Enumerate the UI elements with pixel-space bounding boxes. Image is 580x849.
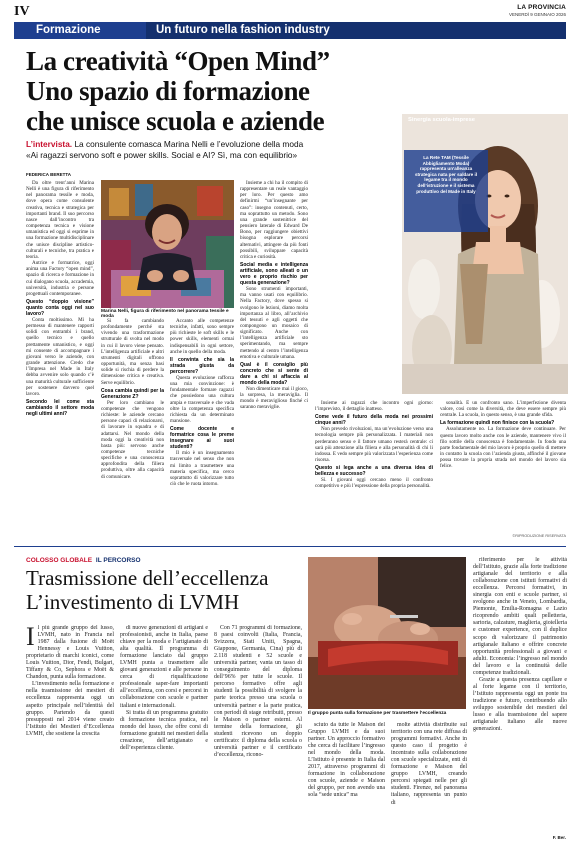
article2-kicker-a: COLOSSO GLOBALE bbox=[26, 557, 93, 564]
publication-date: VENERDÌ 9 GENNAIO 2026 bbox=[508, 12, 566, 17]
article1-col-5 bbox=[315, 400, 433, 540]
article-paragraph: L’investimento nella formazione e nella trasmissione dei mestieri di eccellenza rappresenta oggi un aspetto principale nell’identità del gruppo. Partendo da questi presupposti nel 2014 viene creato l’Istituto dei Mestieri d’Eccellenza LVMH, che sostiene la crescita bbox=[26, 681, 114, 737]
interview-question: Cosa cambia quindi per la Generazione Z? bbox=[101, 387, 164, 400]
sidebar-tag: Sinergia scuola-imprese bbox=[408, 117, 476, 123]
interview-question: Come vede il futuro della moda nei prossimi cinque anni? bbox=[315, 414, 433, 427]
subhead bbox=[26, 139, 386, 161]
interview-question: Questo si lega anche a una diversa idea di bellezza e successo? bbox=[315, 465, 433, 478]
subhead-line-2: «Ai ragazzi servono soft e power skills. Social e AI? Sì, ma con equilibrio» bbox=[26, 150, 298, 160]
article-paragraph: Grazie a questa presenza capillare e al forte legame con il territorio, l’Istituto rappresenta oggi un ponte tra tradizione e futuro, contribuendo allo sviluppo sostenibile dei mestieri del lusso e alla trasmissione del sapere artigianale italiano alle nuove generazioni. bbox=[473, 676, 567, 733]
section-tag-label: Formazione bbox=[36, 24, 101, 36]
article-paragraph: Si tratta di un programma gratuito di formazione tecnica pratica, nel mondo del lusso, che offre corsi di formazione gratuiti nei mestieri della creazione, dell’artigianato e dell’esperienza cliente. bbox=[120, 709, 208, 751]
article-paragraph: Sono strumenti importanti, ma vanno usati con equilibrio. Nella Factory, dove spesso si svolgono le lezioni, diamo molta importanza al libro, all’archivio del tessuti e agli oggetti che compongono un mosaico di significato. Anche con l’intelligenza artificiale sto sperimentando, ma sempre mettendo al centro l’intelligenza emotiva e culturale umana. bbox=[240, 286, 308, 360]
lvmh-photo bbox=[308, 557, 466, 709]
article1-signature: ©RIPRODUZIONE RISERVATA bbox=[512, 534, 566, 538]
interview-question: Social media e intelligenza artificiale, sono alleati o un vero e proprio rischio per questa generazione? bbox=[240, 262, 308, 287]
section-title: Un futuro nella fashion industry bbox=[156, 24, 330, 36]
publication-name: LA PROVINCIA bbox=[517, 4, 566, 11]
interview-question: Qual è il consiglio più concreto che si sente di dare a chi si affaccia al mondo della moda? bbox=[240, 361, 308, 386]
interview-question: Come docente e formatrice cosa le preme insegnare ai suoi studenti? bbox=[170, 426, 234, 451]
article1-col-4 bbox=[240, 180, 308, 540]
article2-col-6 bbox=[473, 557, 567, 835]
article-paragraph: Si fa cambiando profondamente perché sta vivendo una trasformazione strutturale di svolta nel modo in cui il lavoro viene pensato. L’intelligenza artificiale e altri strumenti digitali offrono opportunità, ma senza basi solide si rischia di perdere la dimensione critica e creativa. Serve equilibrio. bbox=[101, 318, 164, 386]
article2-kicker bbox=[26, 557, 141, 564]
article1-col-2 bbox=[101, 318, 164, 540]
article-paragraph: Non prevedo rivoluzioni, ma un’evoluzione verso una tecnologia sempre più personalizzata. I materiali non perderanno senso e il fattore umano resterà centrale: ci sarà più attenzione alla filiera e alla personalità di chi li indossa. E vedo sempre più valorizzata l’esperienza come risorsa. bbox=[315, 426, 433, 464]
article1-col-3 bbox=[170, 318, 234, 540]
article-paragraph: Questa evoluzione rafforza una mia convinzione: è fondamentale formare ragazzi che possiedono una cultura ampia e trasversale e che vada oltre la competenza specifica richiesta da un determinato mansione. bbox=[170, 374, 234, 425]
interview-question: La formazione quindi non finisce con la scuola? bbox=[440, 420, 555, 427]
article-paragraph: Non dimenticare mai il gioco, la sorpresa, la meraviglia. Il mondo è meraviglioso finché ci saranno meraviglie. bbox=[240, 385, 308, 411]
drop-cap: I bbox=[26, 625, 35, 651]
subhead-label: L’intervista. bbox=[26, 139, 73, 149]
headline-line-1: La creatività “Open Mind” bbox=[26, 46, 330, 76]
subhead-line-1: La consulente comasca Marina Nelli e l’evoluzione della moda bbox=[74, 139, 304, 149]
lvmh-illustration bbox=[308, 557, 466, 709]
article2-kicker-b: IL PERCORSO bbox=[95, 557, 141, 564]
article-paragraph: sonalità. È un confronto sano. L’imperfezione diventa valore, così come la diversità, che deve essere sempre più centrale. La scuola, in questo senso, è una grande sfida. bbox=[440, 400, 566, 419]
article2-title-line-1: Trasmissione dell’eccellenza bbox=[26, 566, 269, 590]
article2-col-5 bbox=[391, 722, 467, 840]
article2-col-2 bbox=[120, 625, 208, 840]
article2-title-line-2: L’investimento di LVMH bbox=[26, 590, 240, 614]
article-paragraph: Accanto alle competenze tecniche, infatti, sono sempre più richieste le soft skills e le power skills, elementi ormai indispensabili in ogni settore, anche in quello della moda. bbox=[170, 318, 234, 355]
article2-title bbox=[26, 566, 286, 614]
article-paragraph: Autrice e formatrice, oggi anima una Factory “open mind”, spazio di ricerca e formazione in cui dialogano scuola, accademia, università, industria e persone progettuali contemporanee. bbox=[26, 260, 94, 297]
interview-question: Secondo lei come sta cambiando il settore moda negli ultimi anni? bbox=[26, 399, 94, 417]
article-divider bbox=[14, 546, 566, 547]
article1-col-6 bbox=[440, 400, 566, 532]
article2-col-4 bbox=[308, 722, 385, 840]
page-number: IV bbox=[14, 4, 30, 19]
article-paragraph: riferimento per le attività dell’Istituto, grazie alla forte tradizione artigianale del territorio e alla collaborazione con istituti formativi di eccellenza. Percorsi formativi, in sinergia con enti e scuole partner, si svolgono anche in Veneto, Lombardia, Piemonte, Emilia-Romagna e Lazio ricoprendo ambiti quali pelletteria, sartoria, calzature, maglieria, gioielleria e customer experience, con il duplice scopo di valorizzare il patrimonio artigianale italiano e offrire concrete opportunità professionali a giovani e adulti. Economia: l’ingresso nel mondo del lavoro e la continuità delle competenze tradizionali. bbox=[473, 557, 567, 676]
article-paragraph: Insieme a chi ha il compito di rappresentare un reale vantaggio per loro. Per questo amo definirmi “un’insegnante per caso”: insegno contenuti, certo, ma soprattutto un metodo. Sono una grande sostenitrice del pensiero laterale di Edward De Bono, per raggiungere obiettivi bisogna esplorare percorsi alternativi, attingere da più fonti possibili, sviluppare capacità critica e curiosità. bbox=[240, 180, 308, 260]
article-paragraph: molte attività distribuite sul territorio con una rete diffusa di programmi formativi. Anche in questo caso il progetto è incentrato sulla collaborazione con scuole specializzate, enti di formazione e Maison del gruppo LVMH, creando percorsi spiegati nelle per gli studenti. Firenze, nel panorama italiano, rappresenta un punto di bbox=[391, 722, 467, 806]
headline bbox=[26, 46, 396, 136]
sidebar-box bbox=[404, 150, 488, 232]
article-paragraph: Assolutamente no. La formazione deve continuare. Per questo lavoro molto anche con le aziende, mantenere vivo il filo sottile della conoscenza è fondamentale. In fondo una parte fondamentale del mio lavoro è proprio quello di mettere in contatto la scuola con l’azienda giusta, affinché il giovane possa trovare la propria strada nel mondo del lavoro sia felice. bbox=[440, 426, 566, 470]
article-paragraph: sciuto da tutte le Maison del Gruppo LVMH e da suoi partner. Un approccio formativo che cerca di facilitare l’ingresso nel mondo della moda. L’Istituto è presente in Italia dal 2017, attraverso programmi di formazione in collaborazione con scuole, aziende e Maison del gruppo, per non avendo una sola “sede unica” ma bbox=[308, 722, 385, 799]
article-paragraph: Conta moltissimo. Mi ha permesso di mantenere rapporti solidi con entrambi i brand, quello tecnico e quello prettamente umanistico, e oggi mi consente di accompagnare i giovani verso le aziende, con grande attenzione. Credo che l’Impresa nel Made in Italy debba avvenire solo quando c’è una maturità culturale sufficiente per sostenere davvero quel lavoro. bbox=[26, 316, 94, 397]
headline-line-2: Uno spazio di formazione bbox=[26, 76, 310, 106]
lvmh-photo-caption: Il gruppo punta sulla formazione per trasmettere l’eccellenza bbox=[308, 711, 447, 716]
article-paragraph: Insieme ai ragazzi che incontro ogni giorno: l’imprevisto, il dettaglio inatteso. bbox=[315, 400, 433, 413]
portrait-illustration bbox=[101, 180, 234, 308]
interview-question: Il convinta che sia la strada giusta da percorrere? bbox=[170, 356, 234, 375]
article-paragraph: Per loro cambiano le competenze che vengono richieste: le aziende cercano persone capaci di relazionarsi, di lavorare in squadra e di adattarsi. Nel mondo della moda oggi la creatività non basta più: servono anche competenze tecniche specifiche e una conoscenza approfondita della filiera produttiva, oltre alla capacità di comunicare. bbox=[101, 399, 164, 480]
headline-line-3: che unisce scuola e aziende bbox=[26, 106, 325, 136]
byline: FEDERICA BERETTA bbox=[26, 172, 71, 177]
article-paragraph: Con 71 programmi di formazione, 8 paesi coinvolti (Italia, Francia, Svizzera, Stati Uniti, Spagna, Giappone, Germania, Cina) più di 2.118 studenti e 52 scuole e università partner, vanta un tasso di conseguimento del diploma dell’96% per tutte le scuole. Il percorso formativo offre agli studenti la possibilità di svolgere la parte teorica presso una scuola o università partner e la parte pratica, con periodi di stage retribuiti, presso le Maison o partner esterni. Al termine della formazione, gli studenti ricevono un doppio certificato: il diploma della scuola o università partner e il certificato d’eccellenza, ricono- bbox=[214, 625, 302, 758]
paragraph-text: l più grande gruppo del lusso, LVMH, nato in Francia nel 1987 dalla fusione di Moët Hennessy e Louis Vuitton, proprietario di marchi iconici, come Louis Vuitton, Dior, Fendi, Bulgari, Tiffany & Co, Sephora e Moët & Chandon, punta sulla formazione. bbox=[26, 625, 114, 681]
portrait-photo bbox=[101, 180, 234, 308]
interview-question: Questo “doppio visione” quanto conta oggi nel suo lavoro? bbox=[26, 298, 94, 317]
article1-col-1 bbox=[26, 180, 94, 540]
article2-col-3 bbox=[214, 625, 302, 840]
sidebar-box-text: La Rete TAM (Tessile Abbigliamento Moda) rappresenta un’alleanza strategica nata per saldare il legame tra il mondo dell’istruzione e il sistema produttivo del Made in Italy bbox=[414, 155, 478, 194]
section-bar bbox=[14, 22, 566, 39]
article2-col-1 bbox=[26, 625, 114, 840]
article-paragraph: Il mio è un insegnamento trasversale nel senso che non mi limito a trasmettere una materia specifica, ma cerco soprattutto di valorizzare tutto ciò che le ruota intorno. bbox=[170, 450, 234, 487]
article-paragraph: di nuove generazioni di artigiani e professionisti, anche in Italia, paese chiave per la moda e l’artigianato di alta qualità. Il programma di formazione lanciato dal gruppo LVMH punta a trasmettere alle giovani generazioni e alle persone in cerca di riqualificazione professionale saper-fare importanti all’eccellenza, con corsi e percorsi in collaborazione con scuole e partner italiani e internazionali. bbox=[120, 625, 208, 709]
article-paragraph: Sì. I giovani oggi cercano meno il confronto competitivo e più l’espressione della propria personalità. bbox=[315, 477, 433, 490]
article-paragraph bbox=[26, 625, 114, 681]
portrait-caption: Marina Nelli, figura di riferimento nel panorama tessile e moda bbox=[101, 309, 229, 319]
article-paragraph: Da oltre trent’anni Marina Nelli è una figura di riferimento nel panorama tessile e moda, dove opera come consulente creativa, tecnica e strategica per importanti brand. Il suo percorso nasce dall’incontro tra competenza tecnica e visione umanistica ed oggi si esprime in una formazione multidisciplinare che unisce discipline artistico-culturali e tecniche, tra pratica e teoria. bbox=[26, 180, 94, 260]
article2-signature: F. Ber. bbox=[552, 835, 566, 840]
